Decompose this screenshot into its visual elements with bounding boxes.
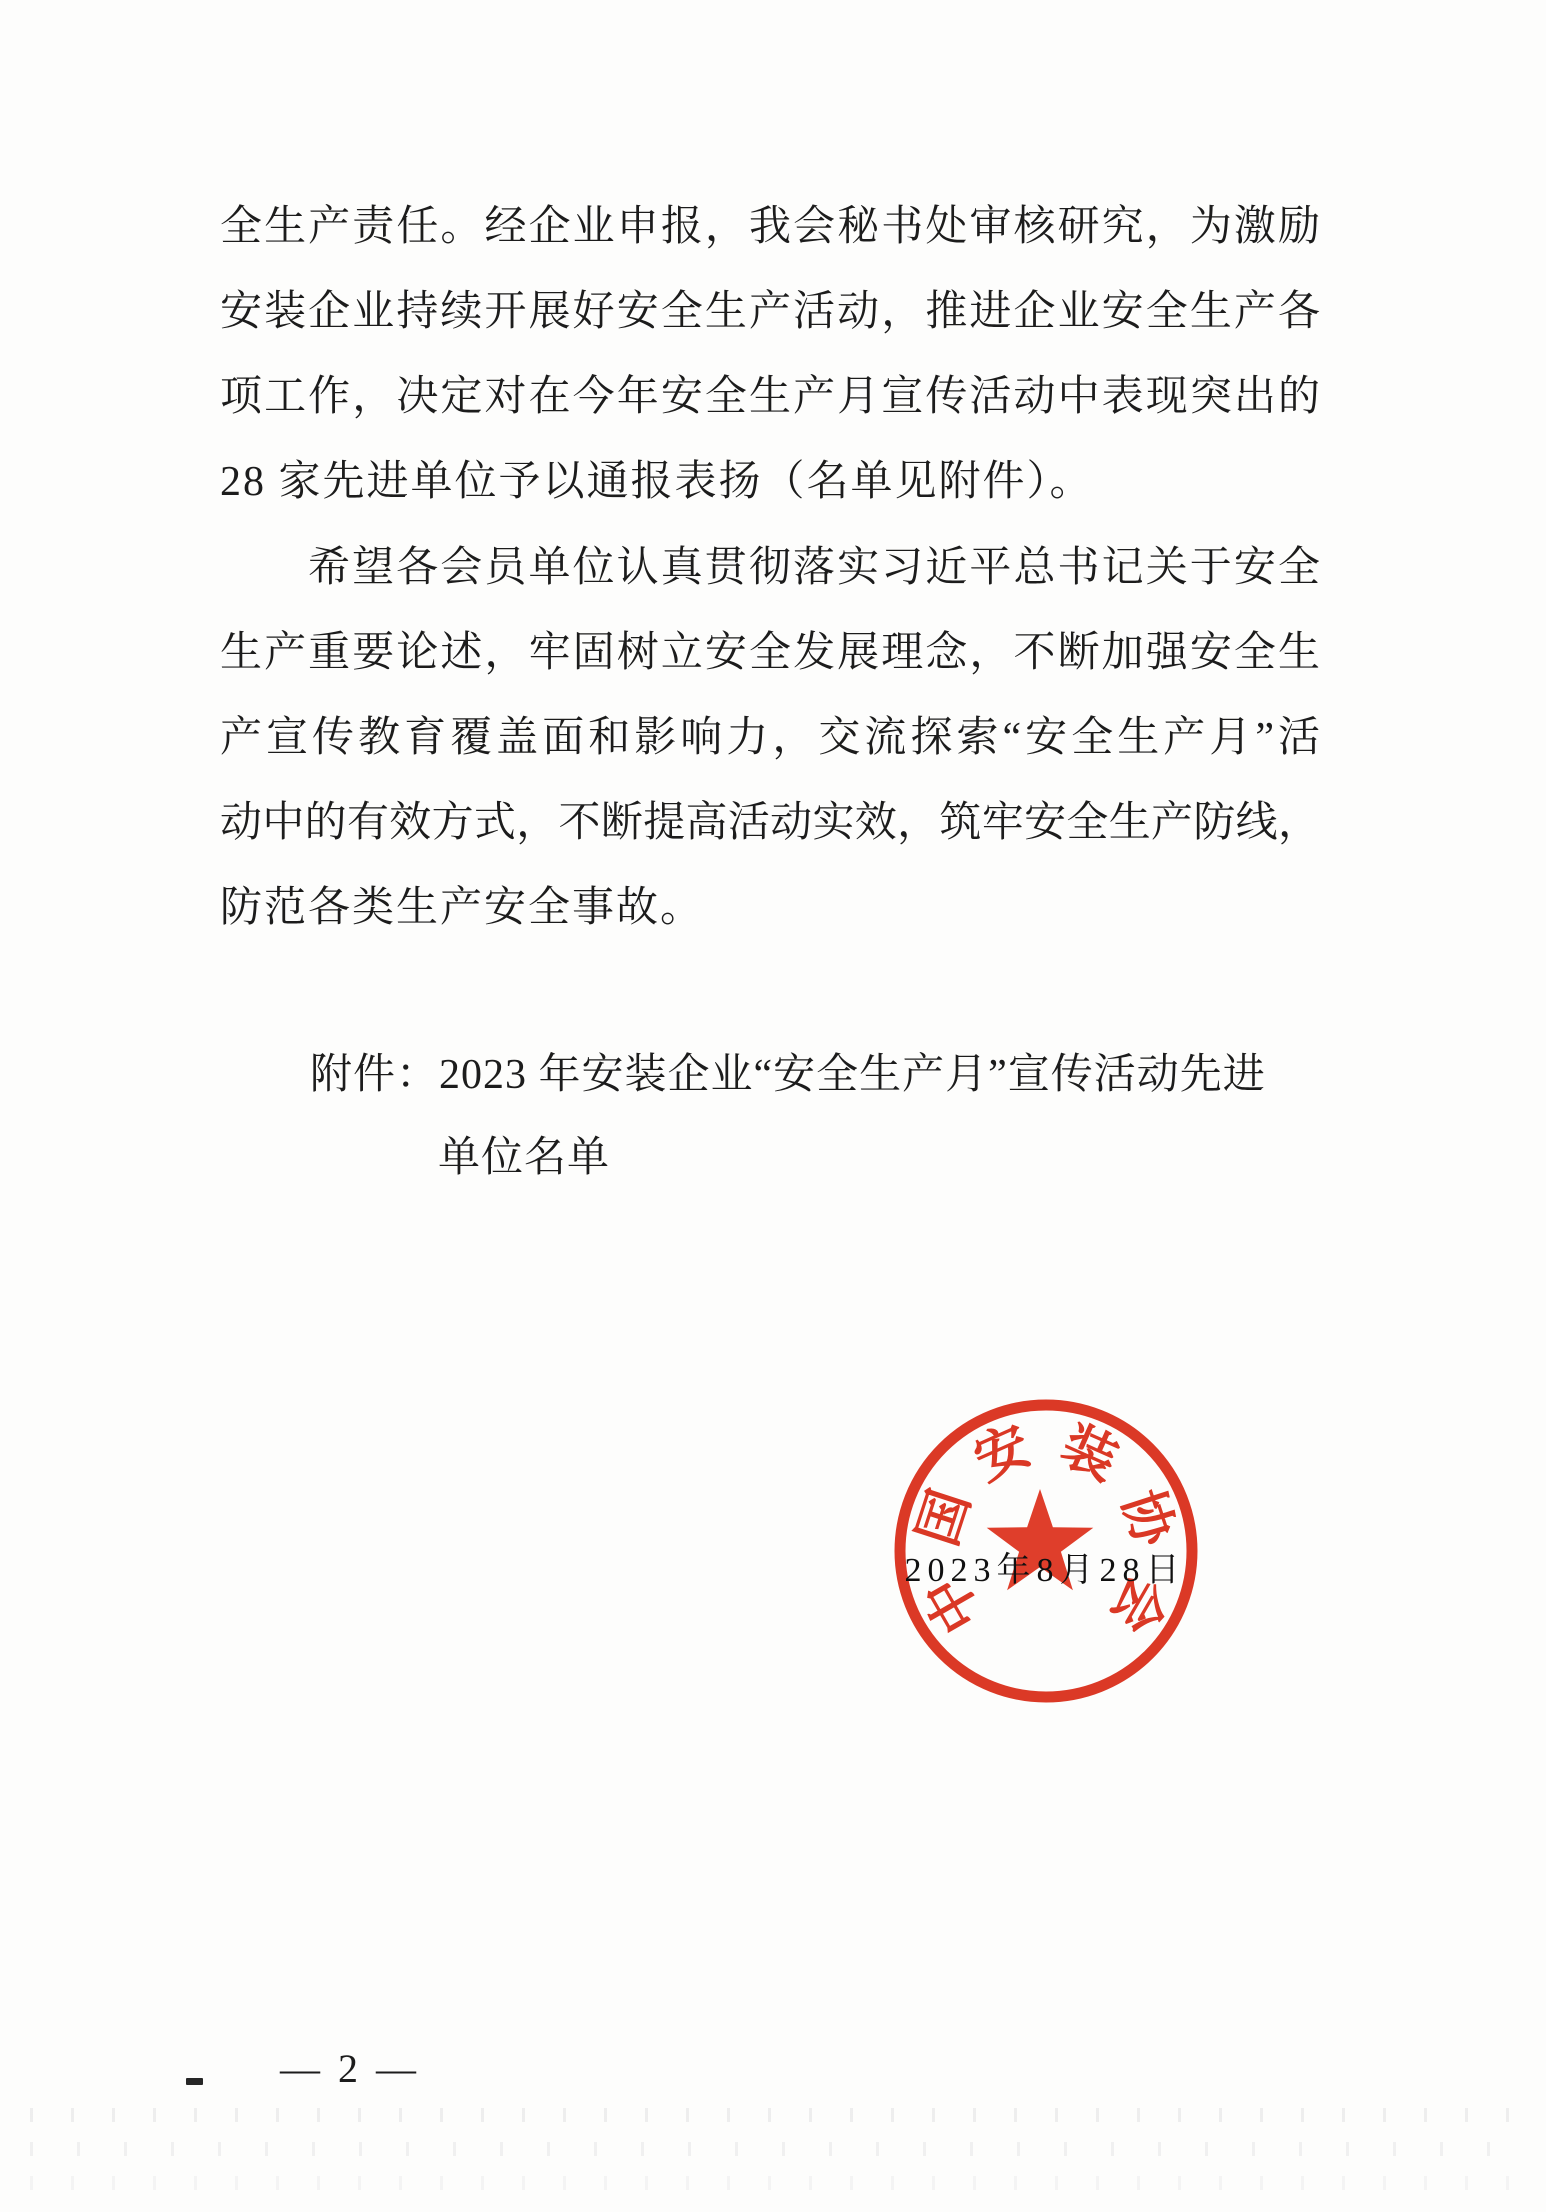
body-line: 生产重要论述，牢固树立安全发展理念，不断加强安全生	[220, 630, 1320, 676]
seal-char: 安	[965, 1414, 1040, 1492]
seal-char: 装	[1052, 1414, 1127, 1492]
seal-char: 协	[1110, 1482, 1185, 1553]
body-line: 动中的有效方式，不断提高活动实效，筑牢安全生产防线，	[220, 800, 1320, 846]
seal-char: 国	[907, 1482, 982, 1553]
body-line: 希望各会员单位认真贯彻落实习近平总书记关于安全	[308, 545, 1320, 591]
scan-noise-row	[30, 2176, 1510, 2190]
body-line: 安装企业持续开展好安全生产活动，推进企业安全生产各	[220, 289, 1320, 335]
scan-speck	[186, 2078, 203, 2085]
body-line: 产宣传教育覆盖面和影响力，交流探索“安全生产月”活	[220, 715, 1320, 761]
body-line: 28 家先进单位予以通报表扬（名单见附件）。	[220, 459, 1094, 505]
attachment-line: 单位名单	[438, 1135, 611, 1181]
scan-noise-row	[30, 2108, 1510, 2122]
body-line: 项工作，决定对在今年安全生产月宣传活动中表现突出的	[220, 374, 1320, 420]
page-number: — 2 —	[280, 2046, 420, 2091]
seal-char: 会	[1099, 1566, 1179, 1643]
seal-date: 2023年8月28日	[904, 1552, 1186, 1589]
scan-noise-row	[30, 2142, 1510, 2156]
seal-char: 中	[913, 1566, 993, 1643]
body-line: 防范各类生产安全事故。	[220, 885, 705, 931]
body-line: 全生产责任。经企业申报，我会秘书处审核研究，为激励	[220, 204, 1320, 250]
attachment-line: 附件：2023 年安装企业“安全生产月”宣传活动先进	[310, 1052, 1266, 1098]
